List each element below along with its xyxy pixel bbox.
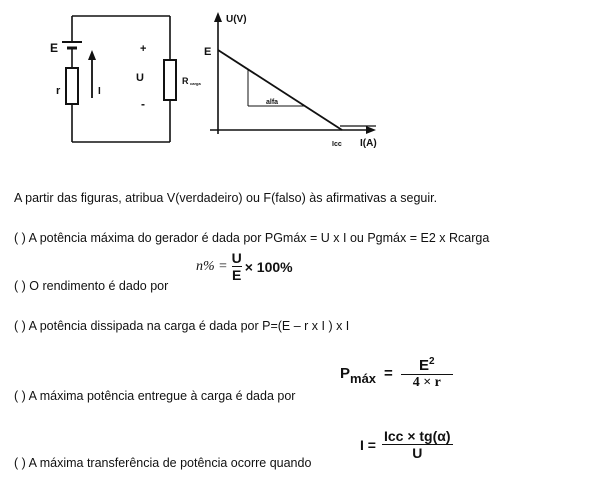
- graph-y-axis-label: U(V): [226, 14, 247, 25]
- pmax-lhs: P: [340, 365, 351, 382]
- statement-5: [14, 456, 311, 470]
- statement-4-checkbox[interactable]: ( ): [14, 389, 26, 403]
- statement-4: [14, 389, 295, 403]
- question-intro: A partir das figuras, atribua V(verdadeiro) ou F(falso) às afirmativas a seguir.: [14, 191, 438, 205]
- efficiency-formula: [196, 250, 293, 283]
- graph-label-e: E: [204, 46, 212, 58]
- pmax-equals: =: [384, 365, 393, 382]
- graph-x-axis-label: I(A): [360, 138, 377, 149]
- circuit-label-i: I: [98, 86, 101, 97]
- efficiency-tail: × 100%: [244, 258, 293, 275]
- statement-2: [14, 279, 168, 293]
- statement-3-checkbox[interactable]: ( ): [14, 319, 26, 333]
- statement-1: [14, 231, 489, 245]
- graph-label-icc: Icc: [332, 141, 342, 148]
- statement-1-checkbox[interactable]: ( ): [14, 231, 26, 245]
- pmax-numerator: E: [419, 357, 430, 374]
- current-denominator: U: [412, 445, 423, 461]
- efficiency-denominator: E: [232, 267, 242, 283]
- pmax-denominator: 4 × r: [412, 375, 441, 390]
- circuit-label-r-load: R: [182, 76, 189, 86]
- statement-1-text: A potência máxima do gerador é dada por PGmáx = U x I ou Pgmáx = E2 x Rcarga: [28, 231, 490, 245]
- efficiency-fraction: [232, 250, 242, 283]
- pmax-fraction: [401, 356, 453, 391]
- circuit-label-minus: -: [141, 97, 145, 111]
- statement-5-checkbox[interactable]: ( ): [14, 456, 26, 470]
- current-numerator: Icc × tg(α): [383, 428, 451, 444]
- statement-3-text: A potência dissipada na carga é dada por P=(E – r x I ) x I: [28, 319, 350, 333]
- pmax-lhs-sub: máx: [350, 371, 377, 386]
- voltage-current-graph: [200, 8, 390, 153]
- statement-2-checkbox[interactable]: ( ): [14, 279, 26, 293]
- current-lhs: I =: [360, 436, 376, 453]
- current-fraction: [382, 428, 453, 461]
- statement-5-text: A máxima transferência de potência ocorre quando: [28, 456, 312, 470]
- circuit-label-u: U: [136, 72, 144, 84]
- efficiency-lhs: n% =: [196, 258, 228, 274]
- current-formula: [360, 428, 453, 461]
- circuit-label-r-load-sub: carga: [190, 81, 201, 86]
- circuit-label-r: r: [56, 85, 61, 97]
- circuit-diagram: [40, 8, 210, 148]
- circuit-label-e: E: [50, 41, 59, 55]
- efficiency-numerator: U: [231, 250, 242, 266]
- graph-angle-label: alfa: [266, 99, 279, 106]
- statement-3: [14, 319, 349, 333]
- statement-4-text: A máxima potência entregue à carga é dada por: [28, 389, 296, 403]
- pmax-numerator-sup: 2: [429, 356, 435, 367]
- statement-2-text: O rendimento é dado por: [29, 279, 169, 293]
- pmax-formula: [340, 356, 453, 391]
- circuit-label-plus: +: [140, 43, 147, 55]
